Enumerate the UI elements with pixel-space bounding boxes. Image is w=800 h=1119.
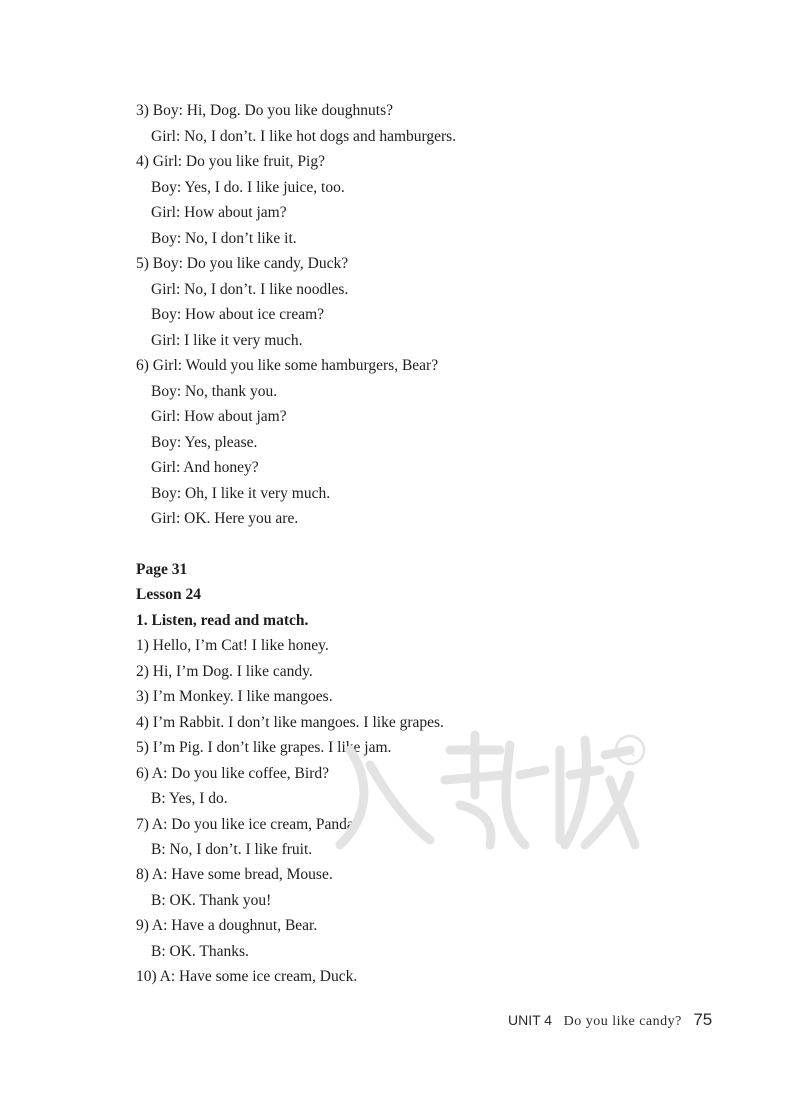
text-line: Boy: Yes, please. xyxy=(151,434,258,451)
text-line: Boy: How about ice cream? xyxy=(151,306,325,323)
text-line: Boy: No, I don’t like it. xyxy=(151,230,297,247)
text-line: Boy: Oh, I like it very much. xyxy=(151,485,331,502)
text-line: Girl: How about jam? xyxy=(151,408,287,425)
text-line: 4) Girl: Do you like fruit, Pig? xyxy=(136,153,325,170)
text-line: Girl: I like it very much. xyxy=(151,332,303,349)
footer-unit: UNIT 4 xyxy=(508,1012,553,1028)
text-line: 8) A: Have some bread, Mouse. xyxy=(136,866,333,883)
text-line: 5) I’m Pig. I don’t like grapes. I like jam. xyxy=(136,739,392,756)
text-line: 3) Boy: Hi, Dog. Do you like doughnuts? xyxy=(136,102,394,119)
text-line: 9) A: Have a doughnut, Bear. xyxy=(136,917,318,934)
text-line: 2) Hi, I’m Dog. I like candy. xyxy=(136,663,313,680)
text-line: 7) A: Do you like ice cream, Panda? xyxy=(136,816,361,833)
text-line: B: OK. Thank you! xyxy=(151,892,272,909)
lesson-heading: Lesson 24 xyxy=(136,586,202,603)
text-line: Girl: No, I don’t. I like hot dogs and hamburgers. xyxy=(151,128,457,145)
text-line: 3) I’m Monkey. I like mangoes. xyxy=(136,688,333,705)
svg-text:R: R xyxy=(624,743,636,760)
text-line: Boy: No, thank you. xyxy=(151,383,278,400)
text-line: Girl: No, I don’t. I like noodles. xyxy=(151,281,349,298)
page-number: 75 xyxy=(693,1010,713,1029)
text-line: 10) A: Have some ice cream, Duck. xyxy=(136,968,358,985)
footer-title: Do you like candy? xyxy=(563,1014,682,1029)
text-line: Girl: How about jam? xyxy=(151,204,287,221)
exercise-heading: 1. Listen, read and match. xyxy=(136,612,309,629)
text-line: Boy: Yes, I do. I like juice, too. xyxy=(151,179,345,196)
text-line: 6) Girl: Would you like some hamburgers, Bear? xyxy=(136,357,439,374)
text-line: 6) A: Do you like coffee, Bird? xyxy=(136,765,329,782)
text-line: 5) Boy: Do you like candy, Duck? xyxy=(136,255,349,272)
page-footer xyxy=(508,1010,712,1030)
text-line: 1) Hello, I’m Cat! I like honey. xyxy=(136,637,329,654)
text-line: 4) I’m Rabbit. I don’t like mangoes. I like grapes. xyxy=(136,714,444,731)
text-line: B: No, I don’t. I like fruit. xyxy=(151,841,313,858)
text-line: Girl: OK. Here you are. xyxy=(151,510,299,527)
text-line: B: OK. Thanks. xyxy=(151,943,249,960)
section-heading: Page 31 xyxy=(136,561,188,578)
text-line: Girl: And honey? xyxy=(151,459,259,476)
text-line: B: Yes, I do. xyxy=(151,790,228,807)
